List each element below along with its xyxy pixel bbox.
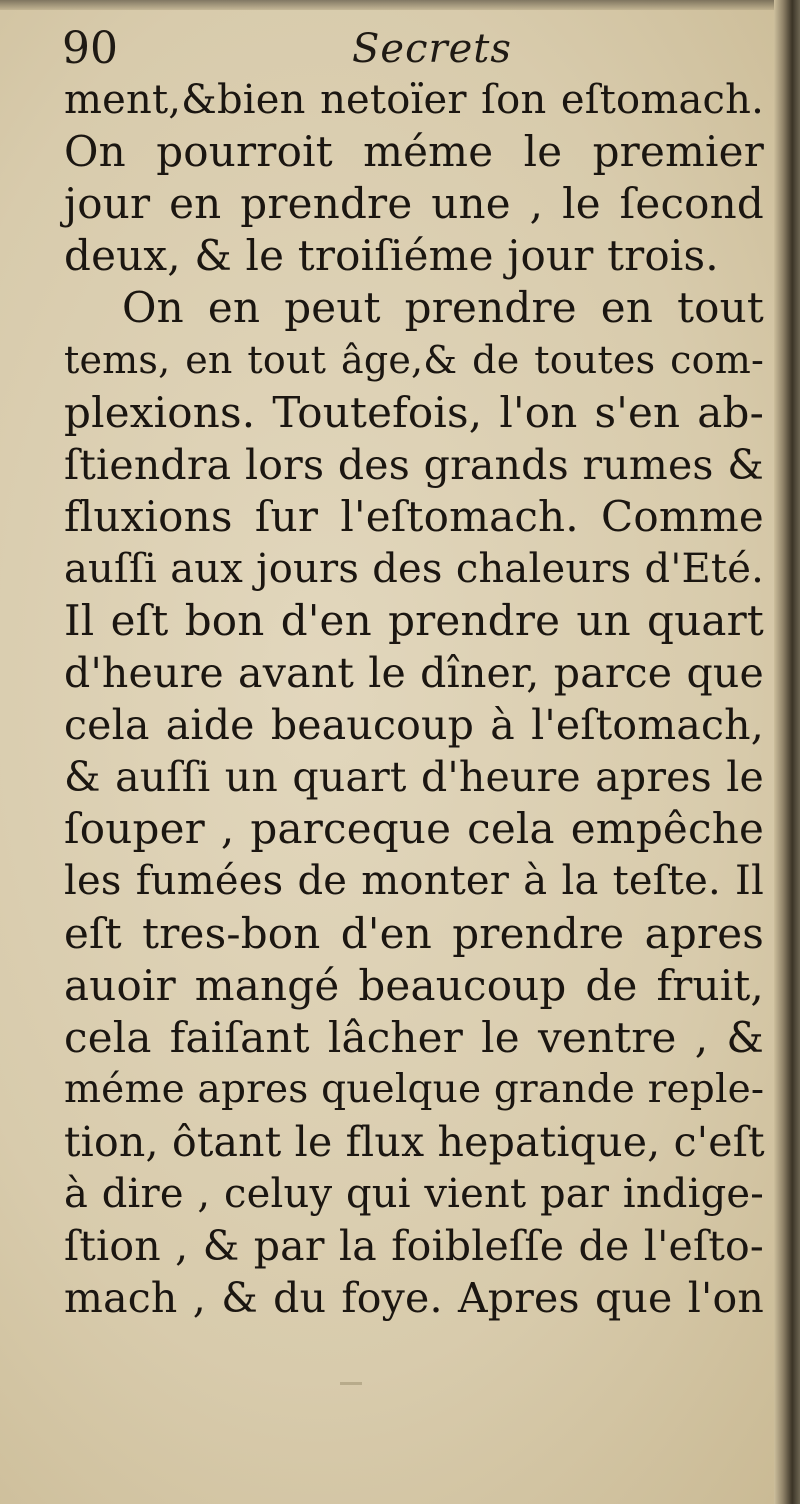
text-line: deux, & le troiſiéme jour trois. [64,231,719,281]
text-line: ſtiendra lors des grands rumes & [64,440,764,489]
text-line: jour en prendre une , le ſecond [64,179,764,229]
body-text [64,74,764,1324]
text-line: à dire , celuy qui vient par indige- [64,1170,764,1217]
page-top-edge [0,0,800,10]
text-line: ment,&bien netoïer ſon eſtomach. [64,77,764,123]
text-line: méme apres quelque grande reple- [64,1066,765,1112]
text-line: tion, ôtant le flux hepatique, c'eſt [64,1117,765,1166]
text-line-paragraph-start: On en peut prendre en tout [122,283,764,333]
text-line: eſt tres-bon d'en prendre apres [64,908,764,958]
text-line: auoir mangé beaucoup de fruit, [64,960,764,1010]
text-line: Il eſt bon d'en prendre un quart [64,595,764,645]
text-line: & auſſi un quart d'heure apres le [64,753,764,802]
print-mark [340,1382,362,1385]
text-line: plexions. Toutefois, l'on s'en ab- [64,387,764,437]
text-line: cela faiſant lâcher le ventre , & [64,1012,764,1062]
text-line: d'heure avant le dîner, parce que [64,649,764,698]
text-line: ſouper , parceque cela empêche [64,804,764,854]
text-line: fluxions ſur l'eſtomach. Comme [64,491,764,541]
running-head: Secrets [352,26,512,72]
text-line: auſſi aux jours des chaleurs d'Eté. [64,545,764,592]
text-line: tems, en tout âge,& de toutes com- [64,338,764,383]
text-line: On pourroit méme le premier [64,127,764,177]
text-line: ſtion , & par la foibleſſe de l'eſto- [64,1222,764,1271]
text-line: cela aide beaucoup à l'eſtomach, [64,701,764,750]
text-line: les fumées de monter à la teſte. Il [64,858,764,905]
page-number: 90 [62,23,118,74]
text-line: mach , & du foye. Apres que l'on [64,1274,764,1323]
page-binding-edge [774,0,800,1504]
